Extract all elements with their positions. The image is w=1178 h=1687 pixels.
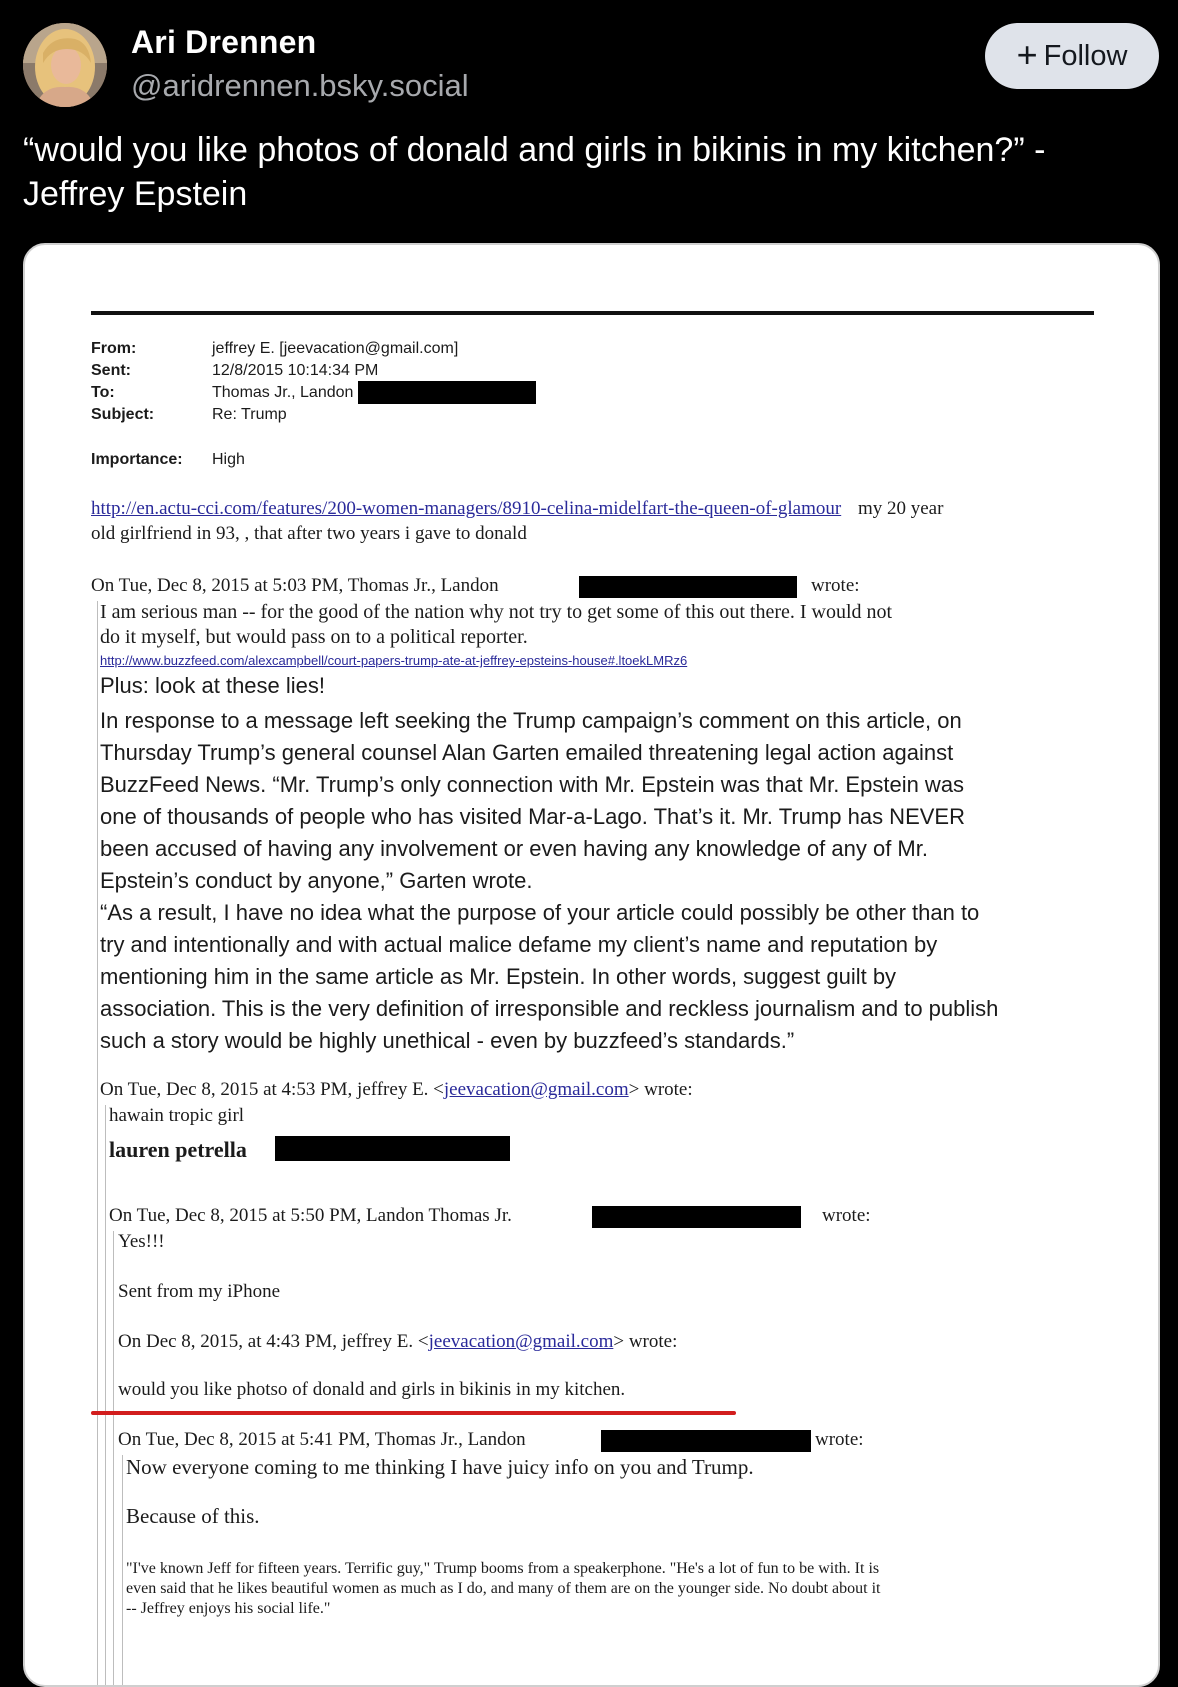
- quote-header-4: On Dec 8, 2015, at 4:43 PM, jeffrey E. <jeevacation@gmail.com> wrote:: [118, 1331, 678, 1352]
- redaction-bar: [601, 1430, 811, 1452]
- quote-5-line-1: Now everyone coming to me thinking I have juicy info on you and Trump.: [126, 1455, 754, 1479]
- quote-bar: [97, 601, 98, 1687]
- body-line-2: old girlfriend in 93, , that after two years i gave to donald: [91, 523, 527, 544]
- email-link[interactable]: jeevacation@gmail.com: [428, 1331, 614, 1352]
- subject-value: Re: Trump: [212, 406, 287, 423]
- quote-1-line-2: do it myself, but would pass on to a political reporter.: [100, 626, 528, 648]
- redaction-bar: [579, 576, 797, 598]
- redaction-bar: [275, 1136, 510, 1161]
- importance-value: High: [212, 451, 245, 468]
- article-paragraph-1: In response to a message left seeking the Trump campaign’s comment on this article, on Thursday Trump’s general counsel Alan Garten emailed threatening legal action against BuzzFeed News. “Mr. Trump’s only connection with Mr. Epstein was that Mr. Epstein was one of thousands of people who has visited Mar-a-Lago. That’s it. Mr. Trump has NEVER been accused of having any involvement or even having any knowledge of any of Mr. Epstein’s conduct by anyone,” Garten wrote.: [100, 708, 965, 893]
- profile-photo-icon: [23, 23, 107, 107]
- plus-icon: +: [1016, 33, 1038, 75]
- email-document: [25, 245, 1158, 1685]
- red-underline: [91, 1411, 736, 1415]
- importance-label: Importance:: [91, 451, 183, 468]
- user-handle[interactable]: @aridrennen.bsky.social: [131, 68, 469, 103]
- to-value: Thomas Jr., Landon: [212, 384, 354, 401]
- avatar[interactable]: [23, 23, 107, 107]
- quote-bar: [122, 1455, 123, 1687]
- attached-image[interactable]: [23, 243, 1160, 1687]
- quote-header-5-wrote: wrote:: [815, 1429, 864, 1450]
- quote-header-3-wrote: wrote:: [822, 1205, 871, 1226]
- quote-1-line-1: I am serious man -- for the good of the nation why not try to get some of this out there. I would not: [100, 601, 893, 623]
- quote-bar: [113, 1231, 114, 1687]
- post-text: [23, 128, 1143, 216]
- follow-label: Follow: [1043, 39, 1128, 72]
- quote-5-line-2: Because of this.: [126, 1504, 260, 1528]
- sent-value: 12/8/2015 10:14:34 PM: [212, 362, 379, 379]
- article-paragraph-2: “As a result, I have no idea what the purpose of your article could possibly be other than to try and intentionally and with actual malice defame my client’s name and reputation by mentioning him in the same article as Mr. Epstein. In other words, suggest guilt by association. This is the very definition of irresponsible and reckless journalism and to publish such a story would be highly unethical - even by buzzfeed’s standards.”: [100, 900, 999, 1053]
- contact-name: lauren petrella: [109, 1137, 247, 1162]
- from-value: jeffrey E. [jeevacation@gmail.com]: [212, 340, 459, 357]
- buzzfeed-link[interactable]: http://www.buzzfeed.com/alexcampbell/court-papers-trump-ate-at-jeffrey-epsteins-house#.ltoekLMRz6: [100, 653, 688, 668]
- post-text-line-1: “would you like photos of donald and girls in bikinis in my kitchen?” -: [23, 131, 1046, 169]
- trump-quote: "I've known Jeff for fifteen years. Terrific guy," Trump booms from a speakerphone. "He's a lot of fun to be with. It is even said that he likes beautiful women as much as I do, and many of them are on the younger side. No doubt about it -- Jeffrey enjoys his social life.": [126, 1560, 881, 1617]
- document-top-rule: [91, 311, 1094, 315]
- quote-2-line-1: hawain tropic girl: [109, 1105, 245, 1126]
- sent-label: Sent:: [91, 362, 131, 379]
- subject-label: Subject:: [91, 406, 155, 423]
- quote-header-1: On Tue, Dec 8, 2015 at 5:03 PM, Thomas Jr., Landon: [91, 575, 499, 596]
- plus-line: Plus: look at these lies!: [100, 673, 326, 698]
- highlighted-quote: would you like photso of donald and girls in bikinis in my kitchen.: [118, 1379, 626, 1400]
- to-label: To:: [91, 384, 115, 401]
- quote-header-3: On Tue, Dec 8, 2015 at 5:50 PM, Landon Thomas Jr.: [109, 1205, 512, 1226]
- redaction-bar: [358, 381, 536, 404]
- quote-header-5: On Tue, Dec 8, 2015 at 5:41 PM, Thomas Jr., Landon: [118, 1429, 526, 1450]
- body-line-1: http://en.actu-cci.com/features/200-women-managers/8910-celina-midelfart-the-queen-of-glamour my 20 year: [91, 498, 944, 519]
- quote-3-yes: Yes!!!: [118, 1231, 165, 1252]
- display-name[interactable]: Ari Drennen: [131, 24, 317, 60]
- article-link[interactable]: http://en.actu-cci.com/features/200-women-managers/8910-celina-midelfart-the-queen-of-glamour: [91, 498, 842, 519]
- redaction-bar: [592, 1206, 801, 1228]
- quote-3-sent: Sent from my iPhone: [118, 1281, 281, 1302]
- quote-header-2: On Tue, Dec 8, 2015 at 4:53 PM, jeffrey E. <jeevacation@gmail.com> wrote:: [100, 1079, 693, 1100]
- post-text-line-2: Jeffrey Epstein: [23, 175, 248, 213]
- from-label: From:: [91, 340, 137, 357]
- email-link[interactable]: jeevacation@gmail.com: [443, 1079, 629, 1100]
- quote-header-1-wrote: wrote:: [811, 575, 860, 596]
- quote-bar: [105, 1105, 106, 1687]
- follow-button[interactable]: [985, 23, 1159, 89]
